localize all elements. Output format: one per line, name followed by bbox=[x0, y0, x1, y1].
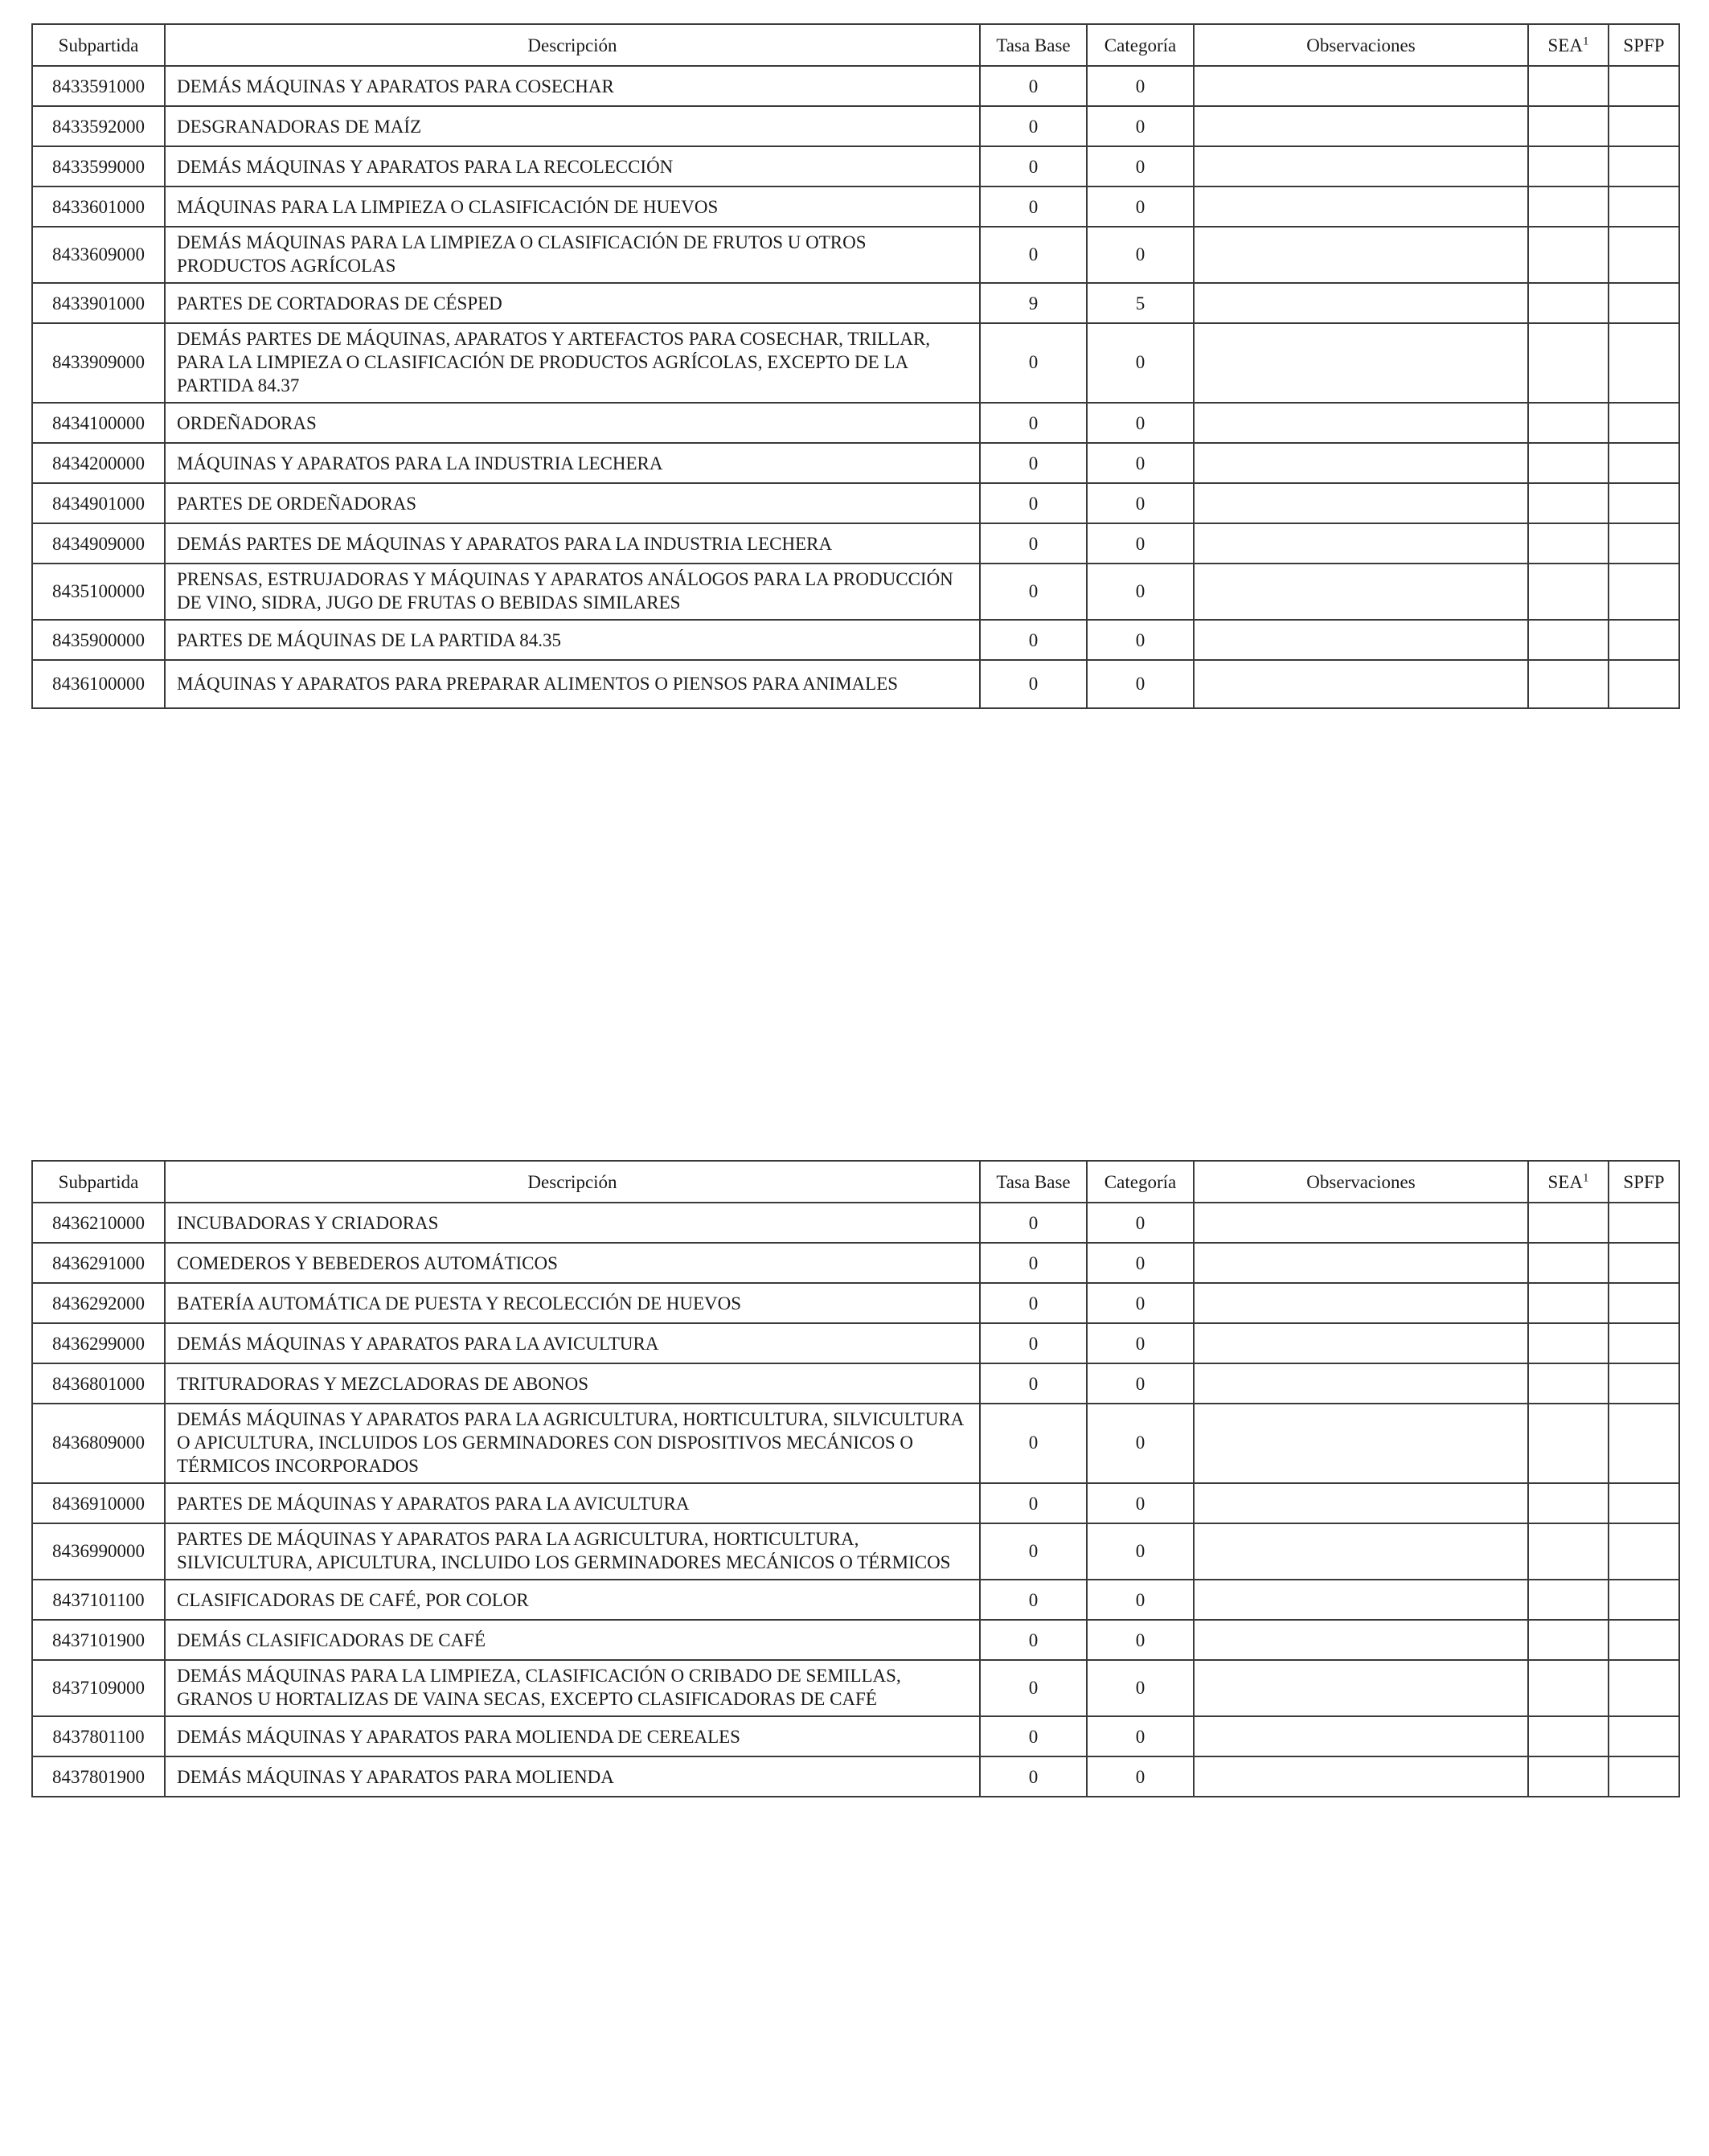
cell-observaciones bbox=[1194, 1283, 1528, 1323]
cell-sea bbox=[1528, 564, 1609, 620]
cell-sea bbox=[1528, 146, 1609, 186]
cell-spfp bbox=[1609, 1243, 1679, 1283]
cell-subpartida: 8433599000 bbox=[32, 146, 165, 186]
cell-subpartida: 8436210000 bbox=[32, 1203, 165, 1243]
cell-observaciones bbox=[1194, 1523, 1528, 1580]
table-row bbox=[32, 1323, 1679, 1363]
cell-tasa-base: 0 bbox=[980, 1660, 1087, 1716]
cell-observaciones bbox=[1194, 146, 1528, 186]
cell-observaciones bbox=[1194, 660, 1528, 708]
cell-spfp bbox=[1609, 1483, 1679, 1523]
table-row bbox=[32, 1716, 1679, 1756]
cell-descripcion: PARTES DE MÁQUINAS DE LA PARTIDA 84.35 bbox=[165, 620, 980, 660]
cell-observaciones bbox=[1194, 564, 1528, 620]
table-row bbox=[32, 443, 1679, 483]
table-row bbox=[32, 483, 1679, 523]
header-descripcion: Descripción bbox=[165, 1161, 980, 1203]
header-observaciones: Observaciones bbox=[1194, 1161, 1528, 1203]
cell-descripcion: DEMÁS MÁQUINAS Y APARATOS PARA MOLIENDA bbox=[165, 1756, 980, 1797]
cell-spfp bbox=[1609, 1620, 1679, 1660]
cell-categoria: 0 bbox=[1087, 1483, 1194, 1523]
cell-categoria: 0 bbox=[1087, 1363, 1194, 1404]
cell-subpartida: 8436801000 bbox=[32, 1363, 165, 1404]
cell-descripcion: MÁQUINAS Y APARATOS PARA PREPARAR ALIMENTOS O PIENSOS PARA ANIMALES bbox=[165, 660, 980, 708]
cell-sea bbox=[1528, 1580, 1609, 1620]
cell-sea bbox=[1528, 1404, 1609, 1483]
cell-subpartida: 8434901000 bbox=[32, 483, 165, 523]
cell-spfp bbox=[1609, 283, 1679, 323]
cell-observaciones bbox=[1194, 1363, 1528, 1404]
cell-spfp bbox=[1609, 483, 1679, 523]
table-row bbox=[32, 227, 1679, 283]
cell-spfp bbox=[1609, 443, 1679, 483]
cell-sea bbox=[1528, 227, 1609, 283]
cell-categoria: 0 bbox=[1087, 186, 1194, 227]
cell-descripcion: DEMÁS MÁQUINAS Y APARATOS PARA LA RECOLECCIÓN bbox=[165, 146, 980, 186]
cell-spfp bbox=[1609, 1523, 1679, 1580]
cell-observaciones bbox=[1194, 483, 1528, 523]
table-row bbox=[32, 403, 1679, 443]
header-spfp: SPFP bbox=[1609, 1161, 1679, 1203]
cell-subpartida: 8437801900 bbox=[32, 1756, 165, 1797]
cell-tasa-base: 0 bbox=[980, 483, 1087, 523]
cell-spfp bbox=[1609, 1323, 1679, 1363]
cell-tasa-base: 0 bbox=[980, 660, 1087, 708]
cell-descripcion: PRENSAS, ESTRUJADORAS Y MÁQUINAS Y APARATOS ANÁLOGOS PARA LA PRODUCCIÓN DE VINO, SIDRA, JUGO DE FRUTAS O BEBIDAS SIMILARES bbox=[165, 564, 980, 620]
cell-tasa-base: 0 bbox=[980, 620, 1087, 660]
cell-observaciones bbox=[1194, 1660, 1528, 1716]
cell-tasa-base: 0 bbox=[980, 1580, 1087, 1620]
cell-tasa-base: 0 bbox=[980, 1483, 1087, 1523]
cell-sea bbox=[1528, 403, 1609, 443]
cell-sea bbox=[1528, 323, 1609, 403]
header-sea-label: SEA bbox=[1547, 35, 1583, 55]
cell-categoria: 0 bbox=[1087, 620, 1194, 660]
cell-tasa-base: 0 bbox=[980, 227, 1087, 283]
cell-tasa-base: 0 bbox=[980, 1243, 1087, 1283]
cell-tasa-base: 9 bbox=[980, 283, 1087, 323]
table-row bbox=[32, 66, 1679, 106]
cell-descripcion: DEMÁS MÁQUINAS Y APARATOS PARA COSECHAR bbox=[165, 66, 980, 106]
cell-spfp bbox=[1609, 564, 1679, 620]
table-row bbox=[32, 1283, 1679, 1323]
cell-sea bbox=[1528, 523, 1609, 564]
table-row bbox=[32, 186, 1679, 227]
table-row bbox=[32, 564, 1679, 620]
cell-descripcion: DEMÁS MÁQUINAS Y APARATOS PARA MOLIENDA DE CEREALES bbox=[165, 1716, 980, 1756]
cell-tasa-base: 0 bbox=[980, 1716, 1087, 1756]
cell-subpartida: 8434909000 bbox=[32, 523, 165, 564]
table-row bbox=[32, 146, 1679, 186]
header-sea-footnote-marker: 1 bbox=[1582, 1170, 1589, 1184]
cell-spfp bbox=[1609, 186, 1679, 227]
cell-categoria: 0 bbox=[1087, 1283, 1194, 1323]
cell-subpartida: 8433909000 bbox=[32, 323, 165, 403]
cell-spfp bbox=[1609, 66, 1679, 106]
cell-spfp bbox=[1609, 523, 1679, 564]
header-categoria: Categoría bbox=[1087, 1161, 1194, 1203]
header-observaciones: Observaciones bbox=[1194, 24, 1528, 66]
cell-spfp bbox=[1609, 323, 1679, 403]
cell-subpartida: 8433901000 bbox=[32, 283, 165, 323]
cell-observaciones bbox=[1194, 66, 1528, 106]
cell-subpartida: 8437109000 bbox=[32, 1660, 165, 1716]
cell-spfp bbox=[1609, 1404, 1679, 1483]
cell-subpartida: 8437801100 bbox=[32, 1716, 165, 1756]
cell-sea bbox=[1528, 1523, 1609, 1580]
table-row bbox=[32, 323, 1679, 403]
cell-observaciones bbox=[1194, 283, 1528, 323]
header-subpartida: Subpartida bbox=[32, 24, 165, 66]
cell-subpartida: 8433592000 bbox=[32, 106, 165, 146]
cell-sea bbox=[1528, 1203, 1609, 1243]
table-body bbox=[32, 66, 1679, 708]
cell-descripcion: DEMÁS MÁQUINAS Y APARATOS PARA LA AVICULTURA bbox=[165, 1323, 980, 1363]
cell-subpartida: 8433601000 bbox=[32, 186, 165, 227]
cell-subpartida: 8436299000 bbox=[32, 1323, 165, 1363]
table-row bbox=[32, 106, 1679, 146]
cell-categoria: 0 bbox=[1087, 1523, 1194, 1580]
cell-tasa-base: 0 bbox=[980, 564, 1087, 620]
cell-categoria: 0 bbox=[1087, 1756, 1194, 1797]
cell-descripcion: ORDEÑADORAS bbox=[165, 403, 980, 443]
cell-subpartida: 8434100000 bbox=[32, 403, 165, 443]
tariff-table bbox=[31, 23, 1680, 709]
cell-observaciones bbox=[1194, 620, 1528, 660]
cell-spfp bbox=[1609, 227, 1679, 283]
cell-categoria: 0 bbox=[1087, 403, 1194, 443]
cell-spfp bbox=[1609, 1716, 1679, 1756]
cell-observaciones bbox=[1194, 186, 1528, 227]
cell-descripcion: BATERÍA AUTOMÁTICA DE PUESTA Y RECOLECCIÓN DE HUEVOS bbox=[165, 1283, 980, 1323]
cell-categoria: 0 bbox=[1087, 1203, 1194, 1243]
cell-descripcion: PARTES DE MÁQUINAS Y APARATOS PARA LA AGRICULTURA, HORTICULTURA, SILVICULTURA, APICULTURA, INCLUIDO LOS GERMINADORES MECÁNICOS O TÉRMICOS bbox=[165, 1523, 980, 1580]
cell-sea bbox=[1528, 1660, 1609, 1716]
cell-categoria: 0 bbox=[1087, 106, 1194, 146]
header-sea bbox=[1528, 24, 1609, 66]
cell-categoria: 0 bbox=[1087, 1243, 1194, 1283]
header-spfp: SPFP bbox=[1609, 24, 1679, 66]
cell-sea bbox=[1528, 483, 1609, 523]
cell-sea bbox=[1528, 443, 1609, 483]
cell-spfp bbox=[1609, 1756, 1679, 1797]
cell-subpartida: 8436809000 bbox=[32, 1404, 165, 1483]
cell-tasa-base: 0 bbox=[980, 186, 1087, 227]
cell-categoria: 0 bbox=[1087, 146, 1194, 186]
cell-observaciones bbox=[1194, 1243, 1528, 1283]
cell-subpartida: 8436100000 bbox=[32, 660, 165, 708]
cell-categoria: 0 bbox=[1087, 323, 1194, 403]
cell-categoria: 0 bbox=[1087, 483, 1194, 523]
header-tasa-base: Tasa Base bbox=[980, 24, 1087, 66]
cell-tasa-base: 0 bbox=[980, 443, 1087, 483]
cell-observaciones bbox=[1194, 1203, 1528, 1243]
cell-observaciones bbox=[1194, 1580, 1528, 1620]
cell-tasa-base: 0 bbox=[980, 66, 1087, 106]
table-row bbox=[32, 283, 1679, 323]
header-sea-footnote-marker: 1 bbox=[1582, 34, 1589, 47]
cell-tasa-base: 0 bbox=[980, 1283, 1087, 1323]
cell-observaciones bbox=[1194, 106, 1528, 146]
header-sea-label: SEA bbox=[1547, 1171, 1583, 1192]
cell-tasa-base: 0 bbox=[980, 1620, 1087, 1660]
cell-subpartida: 8433591000 bbox=[32, 66, 165, 106]
cell-tasa-base: 0 bbox=[980, 1404, 1087, 1483]
table-row bbox=[32, 660, 1679, 708]
table-body bbox=[32, 1203, 1679, 1797]
table-row bbox=[32, 1523, 1679, 1580]
header-sea bbox=[1528, 1161, 1609, 1203]
cell-categoria: 0 bbox=[1087, 564, 1194, 620]
cell-spfp bbox=[1609, 660, 1679, 708]
cell-categoria: 0 bbox=[1087, 1620, 1194, 1660]
cell-observaciones bbox=[1194, 227, 1528, 283]
cell-observaciones bbox=[1194, 1620, 1528, 1660]
cell-descripcion: MÁQUINAS PARA LA LIMPIEZA O CLASIFICACIÓN DE HUEVOS bbox=[165, 186, 980, 227]
table-row bbox=[32, 1243, 1679, 1283]
cell-categoria: 0 bbox=[1087, 1660, 1194, 1716]
cell-sea bbox=[1528, 1620, 1609, 1660]
table-row bbox=[32, 1363, 1679, 1404]
table-row bbox=[32, 1660, 1679, 1716]
table-row bbox=[32, 1756, 1679, 1797]
cell-subpartida: 8433609000 bbox=[32, 227, 165, 283]
cell-spfp bbox=[1609, 1203, 1679, 1243]
cell-descripcion: PARTES DE MÁQUINAS Y APARATOS PARA LA AVICULTURA bbox=[165, 1483, 980, 1523]
cell-sea bbox=[1528, 186, 1609, 227]
table-row bbox=[32, 1580, 1679, 1620]
cell-descripcion: MÁQUINAS Y APARATOS PARA LA INDUSTRIA LECHERA bbox=[165, 443, 980, 483]
cell-tasa-base: 0 bbox=[980, 1203, 1087, 1243]
cell-spfp bbox=[1609, 403, 1679, 443]
cell-descripcion: DEMÁS MÁQUINAS PARA LA LIMPIEZA O CLASIFICACIÓN DE FRUTOS U OTROS PRODUCTOS AGRÍCOLAS bbox=[165, 227, 980, 283]
cell-descripcion: COMEDEROS Y BEBEDEROS AUTOMÁTICOS bbox=[165, 1243, 980, 1283]
cell-categoria: 0 bbox=[1087, 227, 1194, 283]
cell-observaciones bbox=[1194, 1716, 1528, 1756]
cell-sea bbox=[1528, 660, 1609, 708]
cell-sea bbox=[1528, 106, 1609, 146]
cell-sea bbox=[1528, 1363, 1609, 1404]
table-row bbox=[32, 1404, 1679, 1483]
cell-tasa-base: 0 bbox=[980, 106, 1087, 146]
header-tasa-base: Tasa Base bbox=[980, 1161, 1087, 1203]
cell-descripcion: DEMÁS CLASIFICADORAS DE CAFÉ bbox=[165, 1620, 980, 1660]
header-descripcion: Descripción bbox=[165, 24, 980, 66]
cell-observaciones bbox=[1194, 1483, 1528, 1523]
table-row bbox=[32, 1483, 1679, 1523]
cell-spfp bbox=[1609, 106, 1679, 146]
cell-tasa-base: 0 bbox=[980, 523, 1087, 564]
table-row bbox=[32, 523, 1679, 564]
cell-observaciones bbox=[1194, 1756, 1528, 1797]
cell-spfp bbox=[1609, 1660, 1679, 1716]
tariff-table bbox=[31, 1160, 1680, 1797]
cell-sea bbox=[1528, 1483, 1609, 1523]
cell-categoria: 0 bbox=[1087, 443, 1194, 483]
cell-categoria: 0 bbox=[1087, 1716, 1194, 1756]
cell-descripcion: DEMÁS PARTES DE MÁQUINAS Y APARATOS PARA LA INDUSTRIA LECHERA bbox=[165, 523, 980, 564]
cell-sea bbox=[1528, 620, 1609, 660]
cell-subpartida: 8434200000 bbox=[32, 443, 165, 483]
cell-tasa-base: 0 bbox=[980, 403, 1087, 443]
cell-subpartida: 8435900000 bbox=[32, 620, 165, 660]
cell-subpartida: 8436292000 bbox=[32, 1283, 165, 1323]
cell-sea bbox=[1528, 1243, 1609, 1283]
cell-descripcion: DEMÁS MÁQUINAS Y APARATOS PARA LA AGRICULTURA, HORTICULTURA, SILVICULTURA O APICULTURA, INCLUIDOS LOS GERMINADORES CON DISPOSITIVOS MECÁNICOS O TÉRMICOS INCORPORADOS bbox=[165, 1404, 980, 1483]
cell-subpartida: 8436990000 bbox=[32, 1523, 165, 1580]
cell-sea bbox=[1528, 283, 1609, 323]
cell-spfp bbox=[1609, 1580, 1679, 1620]
cell-subpartida: 8437101900 bbox=[32, 1620, 165, 1660]
cell-descripcion: PARTES DE ORDEÑADORAS bbox=[165, 483, 980, 523]
table-row bbox=[32, 1620, 1679, 1660]
cell-categoria: 5 bbox=[1087, 283, 1194, 323]
cell-descripcion: DEMÁS MÁQUINAS PARA LA LIMPIEZA, CLASIFICACIÓN O CRIBADO DE SEMILLAS, GRANOS U HORTALIZAS DE VAINA SECAS, EXCEPTO CLASIFICADORAS DE CAFÉ bbox=[165, 1660, 980, 1716]
cell-spfp bbox=[1609, 1283, 1679, 1323]
cell-spfp bbox=[1609, 620, 1679, 660]
cell-spfp bbox=[1609, 146, 1679, 186]
cell-observaciones bbox=[1194, 1404, 1528, 1483]
cell-categoria: 0 bbox=[1087, 523, 1194, 564]
cell-descripcion: PARTES DE CORTADORAS DE CÉSPED bbox=[165, 283, 980, 323]
cell-sea bbox=[1528, 1756, 1609, 1797]
cell-sea bbox=[1528, 1323, 1609, 1363]
cell-observaciones bbox=[1194, 403, 1528, 443]
header-subpartida: Subpartida bbox=[32, 1161, 165, 1203]
cell-descripcion: DEMÁS PARTES DE MÁQUINAS, APARATOS Y ARTEFACTOS PARA COSECHAR, TRILLAR, PARA LA LIMPIEZA O CLASIFICACIÓN DE PRODUCTOS AGRÍCOLAS, EXCEPTO DE LA PARTIDA 84.37 bbox=[165, 323, 980, 403]
cell-tasa-base: 0 bbox=[980, 323, 1087, 403]
cell-subpartida: 8435100000 bbox=[32, 564, 165, 620]
cell-subpartida: 8436910000 bbox=[32, 1483, 165, 1523]
cell-descripcion: CLASIFICADORAS DE CAFÉ, POR COLOR bbox=[165, 1580, 980, 1620]
table-header-row bbox=[32, 24, 1679, 66]
cell-descripcion: TRITURADORAS Y MEZCLADORAS DE ABONOS bbox=[165, 1363, 980, 1404]
cell-descripcion: INCUBADORAS Y CRIADORAS bbox=[165, 1203, 980, 1243]
cell-spfp bbox=[1609, 1363, 1679, 1404]
cell-subpartida: 8436291000 bbox=[32, 1243, 165, 1283]
cell-observaciones bbox=[1194, 323, 1528, 403]
header-categoria: Categoría bbox=[1087, 24, 1194, 66]
table-row bbox=[32, 620, 1679, 660]
cell-observaciones bbox=[1194, 523, 1528, 564]
cell-categoria: 0 bbox=[1087, 660, 1194, 708]
cell-tasa-base: 0 bbox=[980, 1523, 1087, 1580]
cell-tasa-base: 0 bbox=[980, 1363, 1087, 1404]
cell-tasa-base: 0 bbox=[980, 146, 1087, 186]
table-header-row bbox=[32, 1161, 1679, 1203]
table-row bbox=[32, 1203, 1679, 1243]
cell-categoria: 0 bbox=[1087, 66, 1194, 106]
cell-tasa-base: 0 bbox=[980, 1323, 1087, 1363]
cell-sea bbox=[1528, 66, 1609, 106]
cell-categoria: 0 bbox=[1087, 1323, 1194, 1363]
cell-categoria: 0 bbox=[1087, 1580, 1194, 1620]
cell-sea bbox=[1528, 1283, 1609, 1323]
cell-tasa-base: 0 bbox=[980, 1756, 1087, 1797]
cell-descripcion: DESGRANADORAS DE MAÍZ bbox=[165, 106, 980, 146]
cell-categoria: 0 bbox=[1087, 1404, 1194, 1483]
cell-sea bbox=[1528, 1716, 1609, 1756]
cell-subpartida: 8437101100 bbox=[32, 1580, 165, 1620]
cell-observaciones bbox=[1194, 1323, 1528, 1363]
cell-observaciones bbox=[1194, 443, 1528, 483]
